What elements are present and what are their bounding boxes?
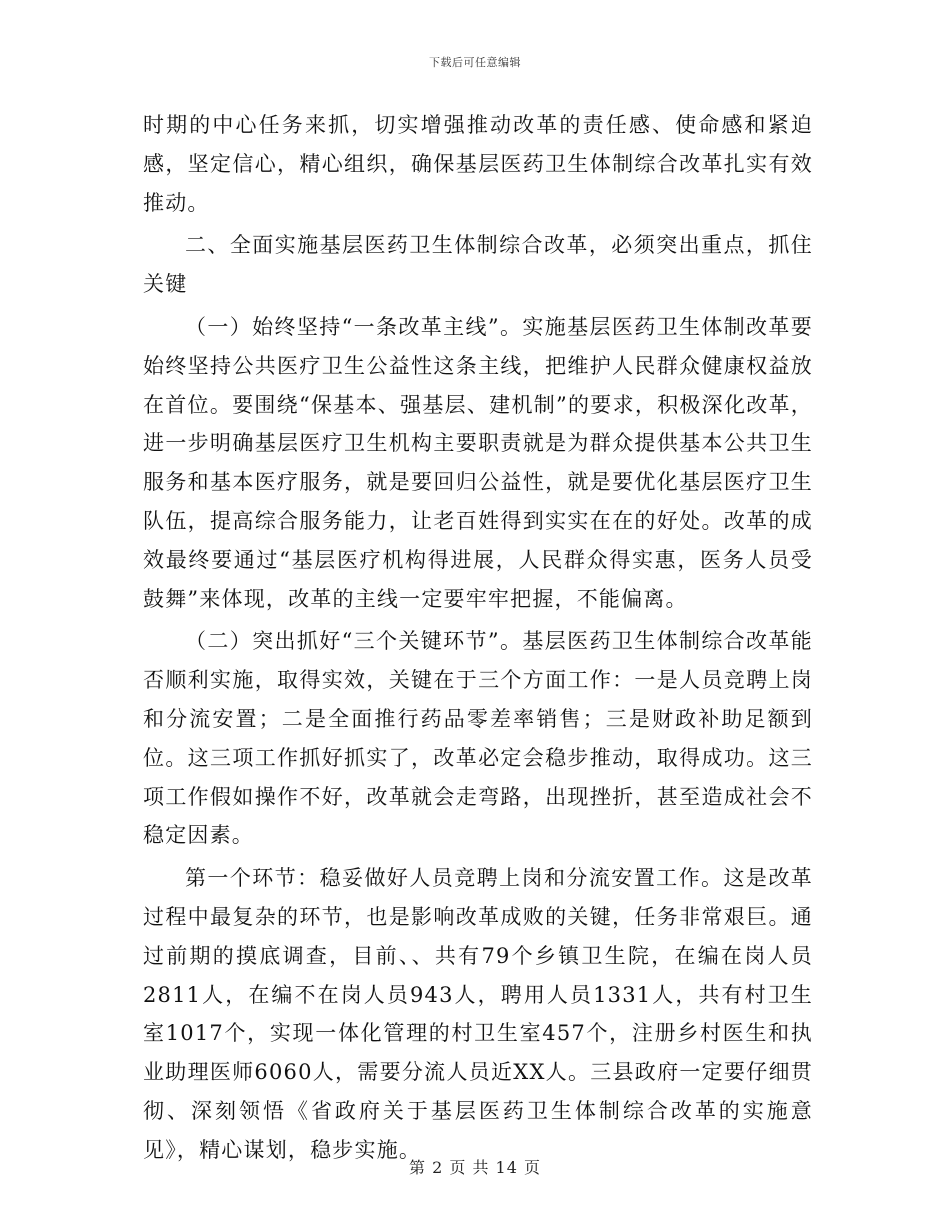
page-header: 下载后可任意编辑 — [429, 56, 521, 69]
paragraph-first-link: 第一个环节：稳妥做好人员竞聘上岗和分流安置工作。这是改革过程中最复杂的环节，也是影响改革成败的关键，任务非常艰巨。通过前期的摸底调查，目前、、共有79个乡镇卫生院，在编在岗人员2811人，在编不在岗人员943人，聘用人员1331人，共有村卫生室1017个，实现一体化管理的村卫生室457个，注册乡村医生和执业助理医师6060人，需要分流人员近XX人。三县政府一定要仔细贯彻、深刻领悟《省政府关于基层医药卫生体制综合改革的实施意见》，精心谋划，稳步实施。 — [143, 866, 813, 1162]
paragraph-key-links: （二）突出抓好“三个关键环节”。基层医药卫生体制综合改革能否顺利实施，取得实效，关键在于三个方面工作：一是人员竞聘上岗和分流安置；二是全面推行药品零差率销售；三是财政补助足额到位。这三项工作抓好抓实了，改革必定会稳步推动，取得成功。这三项工作假如操作不好，改革就会走弯路，出现挫折，甚至造成社会不稳定因素。 — [143, 629, 813, 848]
document-body — [143, 106, 813, 1174]
page-number: 第 2 页 共 14 页 — [409, 1158, 541, 1177]
paragraph-continuation: 时期的中心任务来抓，切实增强推动改革的责任感、使命感和紧迫感，坚定信心，精心组织，确保基层医药卫生体制综合改革扎实有效推动。 — [143, 113, 813, 215]
section-heading: 二、全面实施基层医药卫生体制综合改革，必须突出重点，抓住关键 — [143, 233, 813, 297]
paragraph-main-line: （一）始终坚持“一条改革主线”。实施基层医药卫生体制改革要始终坚持公共医疗卫生公益性这条主线，把维护人民群众健康权益放在首位。要围绕“保基本、强基层、建机制”的要求，积极深化改革，进一步明确基层医疗卫生机构主要职责就是为群众提供基本公共卫生服务和基本医疗服务，就是要回归公益性，就是要优化基层医疗卫生队伍，提高综合服务能力，让老百姓得到实实在在的好处。改革的成效最终要通过“基层医疗机构得进展，人民群众得实惠，医务人员受鼓舞”来体现，改革的主线一定要牢牢把握，不能偏离。 — [143, 314, 813, 611]
